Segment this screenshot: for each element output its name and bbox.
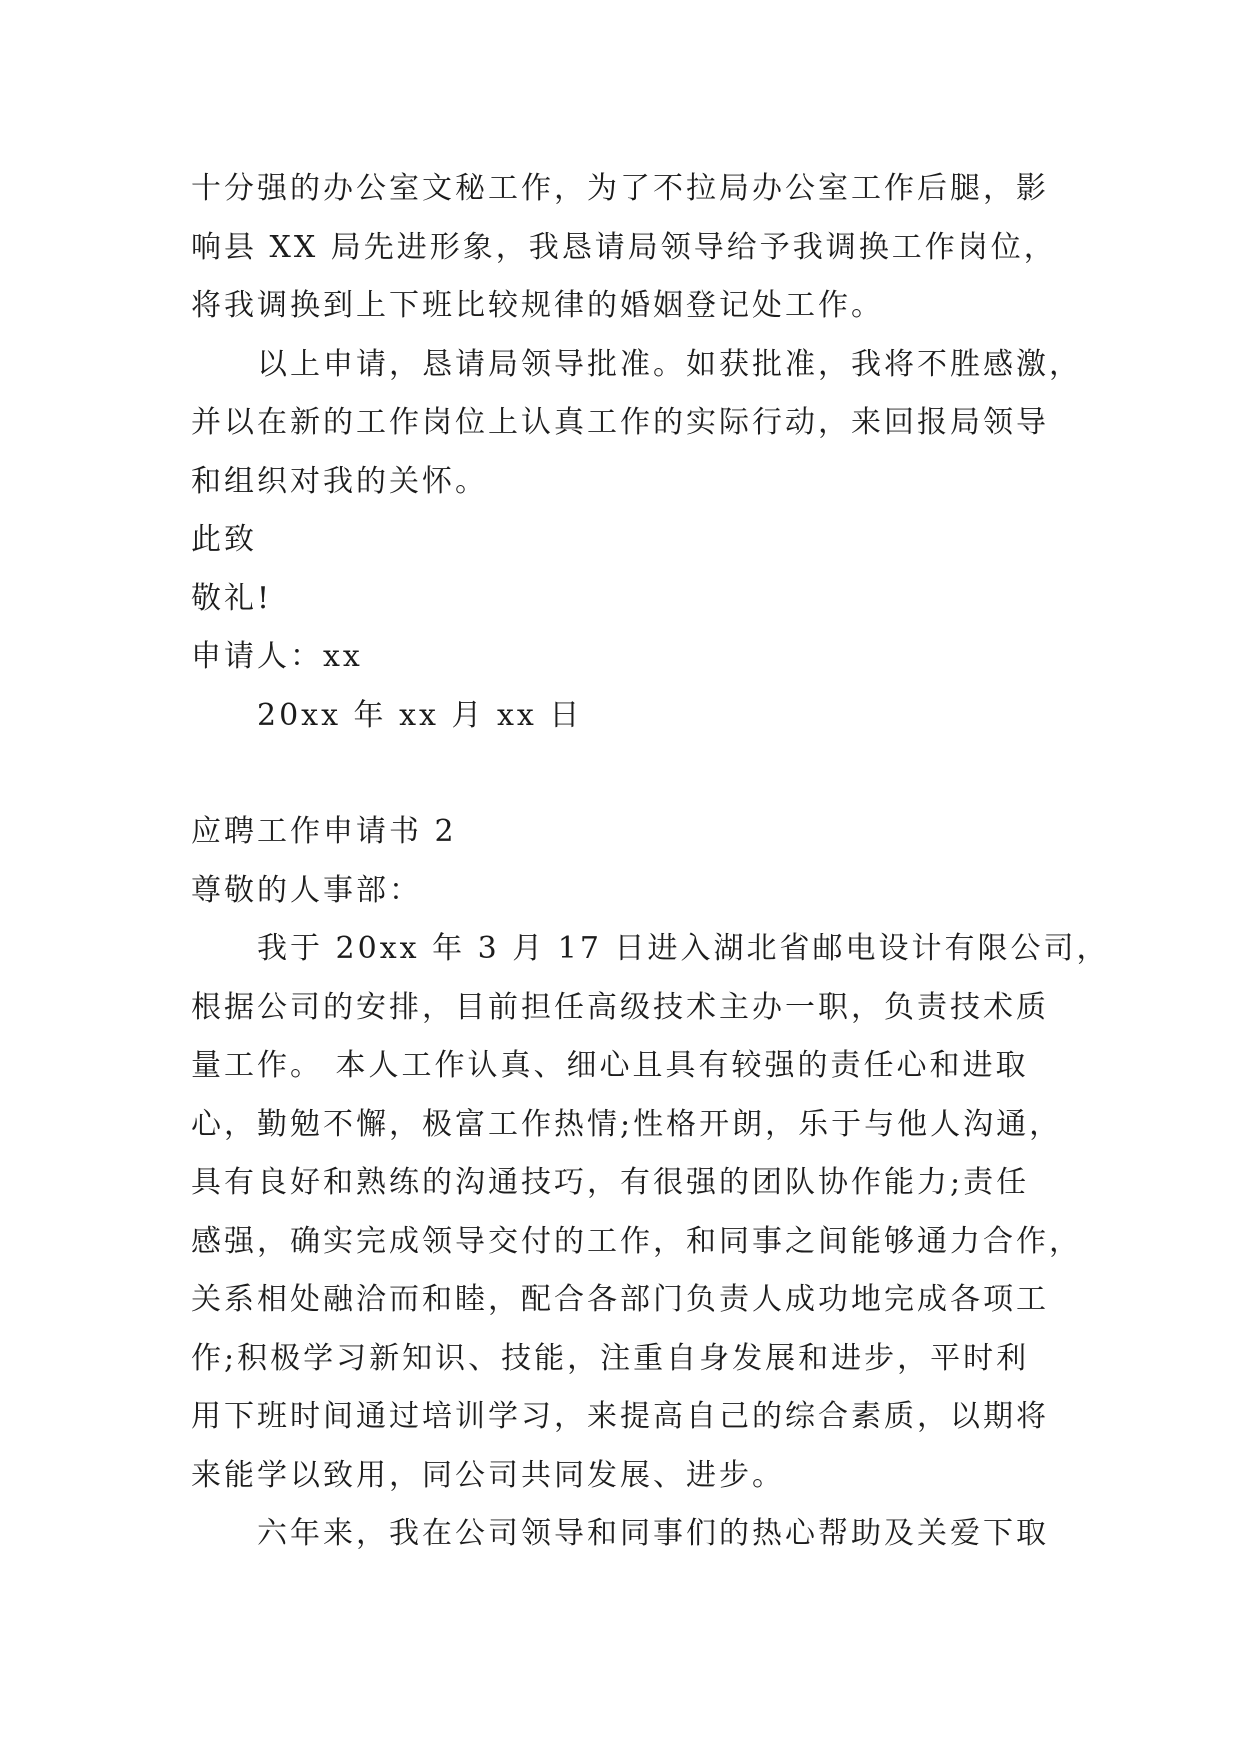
greeting-line: 尊敬的人事部： [191,872,422,908]
text-line: 量工作。 本人工作认真、细心且具有较强的责任心和进取 [191,1048,1029,1083]
salutation-regards: 敬礼! [191,580,273,616]
text-line: 将我调换到上下班比较规律的婚姻登记处工作。 [191,288,884,323]
salutation-closing: 此致 [191,522,257,557]
text-line: 十分强的办公室文秘工作，为了不拉局办公室工作后腿，影 [191,171,1049,206]
text-line: 来能学以致用，同公司共同发展、进步。 [191,1457,785,1493]
text-line: 六年来，我在公司领导和同事们的热心帮助及关爱下取 [257,1516,1049,1551]
text-line: 和组织对我的关怀。 [191,463,488,499]
document-body [191,160,1110,1564]
text-line: 我于 20xx 年 3 月 17 日进入湖北省邮电设计有限公司， [257,931,1110,966]
text-line: 心，勤勉不懈，极富工作热情;性格开朗，乐于与他人沟通， [191,1106,1063,1142]
text-line: 用下班时间通过培训学习，来提高自己的综合素质，以期将 [191,1399,1049,1434]
text-line: 根据公司的安排，目前担任高级技术主办一职，负责技术质 [191,989,1049,1025]
text-line: 作;积极学习新知识、技能，注重自身发展和进步，平时利 [191,1340,1030,1376]
text-line: 关系相处融洽而和睦，配合各部门负责人成功地完成各项工 [191,1282,1049,1317]
text-line: 具有良好和熟练的沟通技巧，有很强的团队协作能力;责任 [191,1165,1030,1200]
date-line: 20xx 年 xx 月 xx 日 [257,697,583,733]
applicant-line: 申请人：xx [191,639,363,674]
section-gap [191,745,1071,803]
text-line: 以上申请，恳请局领导批准。如获批准，我将不胜感激， [257,346,1082,382]
text-line: 并以在新的工作岗位上认真工作的实际行动，来回报局领导 [191,405,1049,440]
section-title: 应聘工作申请书 2 [191,814,457,849]
text-line: 响县 XX 局先进形象，我恳请局领导给予我调换工作岗位， [191,229,1057,265]
text-line: 感强，确实完成领导交付的工作，和同事之间能够通力合作， [191,1223,1082,1259]
